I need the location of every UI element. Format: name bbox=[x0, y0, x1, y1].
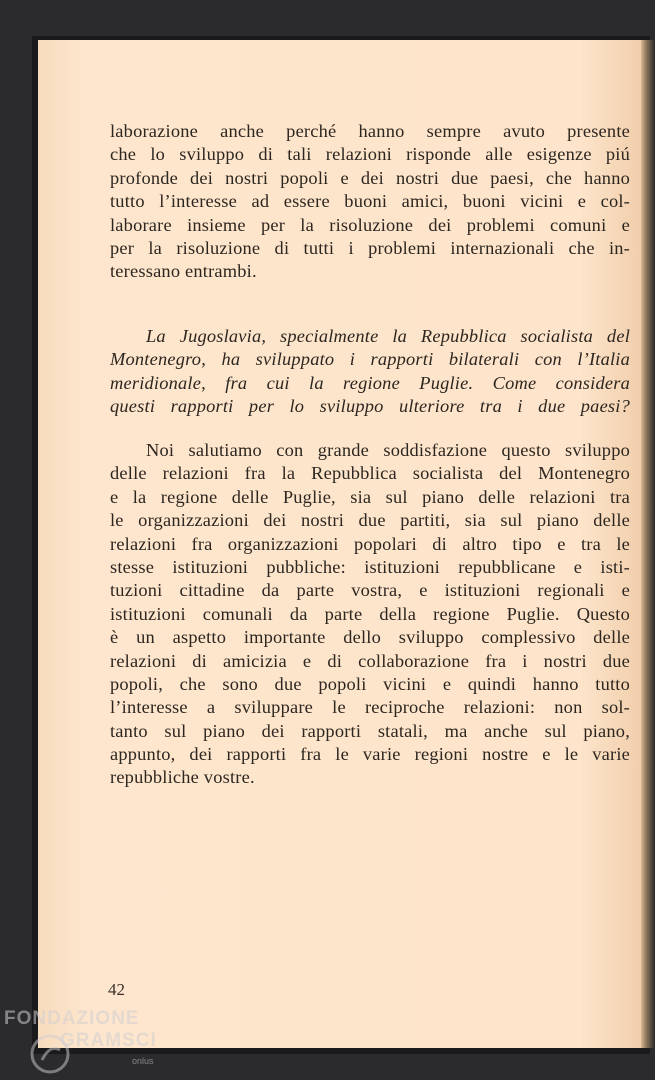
answer-line: Noi salutiamo con grande soddisfazione questo sviluppo bbox=[146, 440, 630, 460]
interview-answer bbox=[110, 439, 630, 790]
text-line: profonde dei nostri popoli e dei nostri due paesi, che hanno bbox=[110, 167, 630, 188]
interview-question bbox=[110, 325, 630, 419]
page-number: 42 bbox=[108, 980, 125, 999]
text-line: laborare insieme per la risoluzione dei problemi comuni e bbox=[110, 214, 630, 235]
answer-line: è un aspetto importante dello sviluppo complessivo delle bbox=[110, 627, 630, 648]
watermark bbox=[4, 1008, 174, 1078]
answer-line: l’interesse a sviluppare le reciproche relazioni: non sol- bbox=[110, 697, 630, 718]
page-edge bbox=[641, 40, 655, 1048]
answer-line: e la regione delle Puglie, sia sul piano delle relazioni tra bbox=[110, 486, 630, 507]
answer-line: repubbliche vostre. bbox=[110, 767, 255, 788]
watermark-suffix: onlus bbox=[132, 1056, 154, 1066]
question-line: Montenegro, ha sviluppato i rapporti bilaterali con l’Italia bbox=[110, 349, 630, 370]
question-line: La Jugoslavia, specialmente la Repubblica socialista del bbox=[146, 326, 630, 346]
text-line: tutto l’interesse ad essere buoni amici, buoni vicini e col- bbox=[110, 191, 630, 212]
answer-line: relazioni di amicizia e di collaborazione fra i nostri due bbox=[110, 650, 630, 671]
text-line: teressano entrambi. bbox=[110, 261, 257, 282]
answer-line: relazioni fra organizzazioni popolari di altro tipo e tra le bbox=[110, 533, 630, 554]
text-line: per la risoluzione di tutti i problemi internazionali che in- bbox=[110, 237, 630, 258]
answer-line: istituzioni comunali da parte della regione Puglie. Questo bbox=[110, 603, 630, 624]
question-line: meridionale, fra cui la regione Puglie. Come considera bbox=[110, 372, 630, 393]
answer-line: appunto, dei rapporti fra le varie regioni nostre e le varie bbox=[110, 744, 630, 765]
answer-line: popoli, che sono due popoli vicini e quindi hanno tutto bbox=[110, 673, 630, 694]
question-line: questi rapporti per lo sviluppo ulteriore tra i due paesi? bbox=[110, 396, 630, 417]
answer-line: tuzioni cittadine da parte vostra, e istituzioni regionali e bbox=[110, 580, 630, 601]
answer-line: delle relazioni fra la Repubblica socialista del Montenegro bbox=[110, 463, 630, 484]
text-line: laborazione anche perché hanno sempre avuto presente bbox=[110, 121, 630, 141]
answer-line: tanto sul piano dei rapporti statali, ma anche sul piano, bbox=[110, 720, 630, 741]
text-line: che lo sviluppo di tali relazioni risponde alle esigenze piú bbox=[110, 144, 630, 165]
answer-line: stesse istituzioni pubbliche: istituzioni repubblicane e isti- bbox=[110, 556, 630, 577]
watermark-line-1: FONDAZIONE bbox=[4, 1008, 140, 1029]
watermark-line-2: GRAMSCI bbox=[60, 1030, 157, 1051]
answer-line: le organizzazioni dei nostri due partiti, sia sul piano delle bbox=[110, 510, 630, 531]
paragraph-continuation bbox=[110, 120, 630, 284]
